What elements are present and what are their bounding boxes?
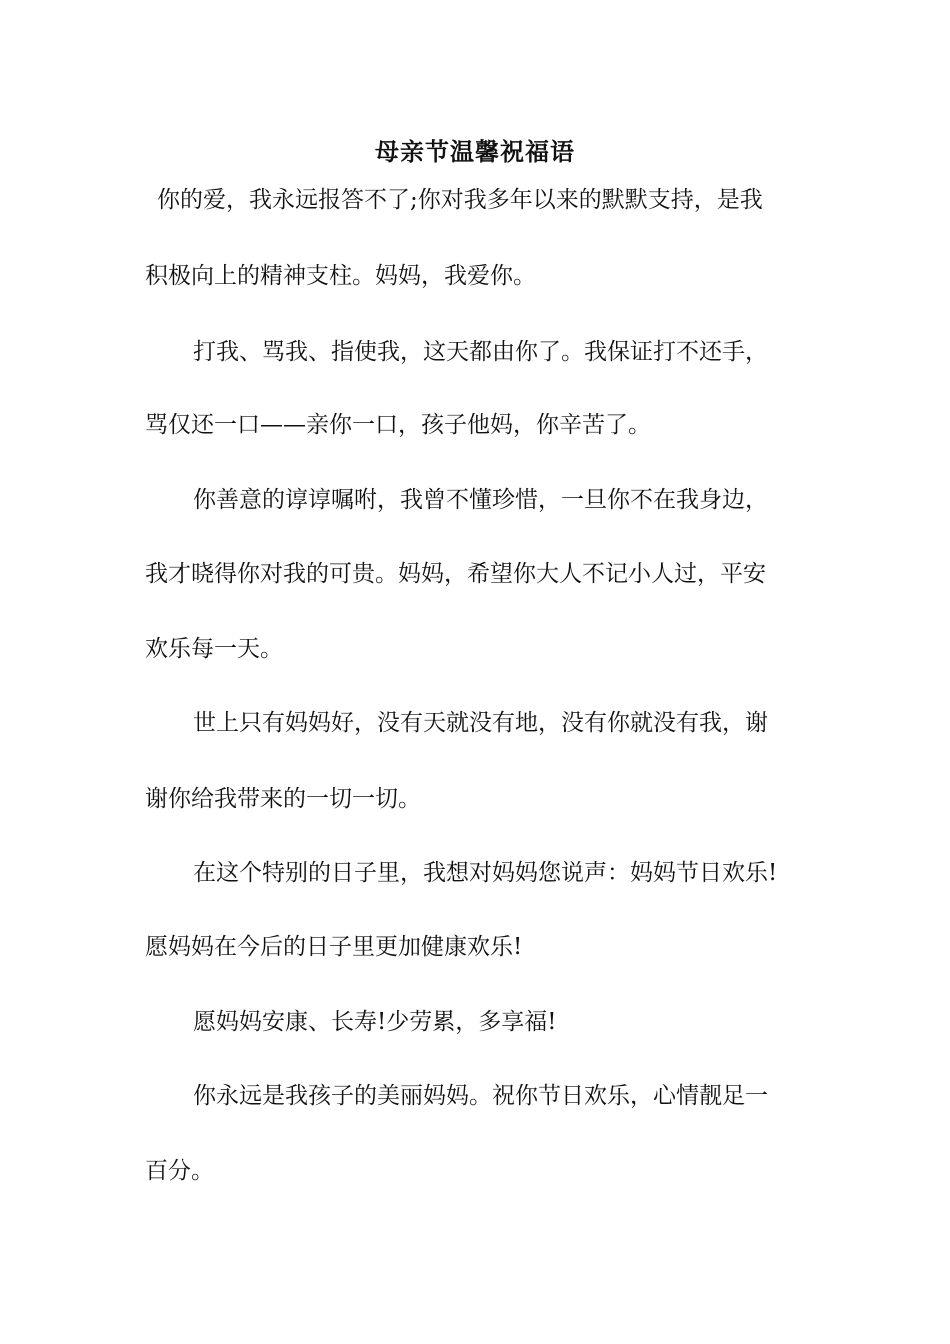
paragraph-line: 我才晓得你对我的可贵。妈妈，希望你大人不记小人过，平安 (145, 561, 766, 587)
paragraph-line: 在这个特别的日子里，我想对妈妈您说声：妈妈节日欢乐! (193, 860, 778, 886)
paragraph-line: 骂仅还一口——亲你一口，孩子他妈，你辛苦了。 (145, 412, 651, 438)
paragraph-line: 愿妈妈安康、长寿!少劳累，多享福! (193, 1009, 557, 1035)
paragraph-line: 积极向上的精神支柱。妈妈，我爱你。 (145, 263, 536, 289)
paragraph-line: 打我、骂我、指使我，这天都由你了。我保证打不还手， (193, 339, 768, 365)
document-title: 母亲节温馨祝福语 (375, 137, 575, 166)
paragraph-line: 你永远是我孩子的美丽妈妈。祝你节日欢乐，心情靓足一 (193, 1083, 768, 1109)
paragraph-line: 你善意的谆谆嘱咐，我曾不懂珍惜，一旦你不在我身边， (193, 487, 768, 513)
paragraph-line: 百分。 (145, 1158, 214, 1184)
paragraph-line: 谢你给我带来的一切一切。 (145, 786, 421, 812)
paragraph-line: 欢乐每一天。 (145, 636, 283, 662)
paragraph-line: 愿妈妈在今后的日子里更加健康欢乐! (145, 934, 523, 960)
paragraph-line: 世上只有妈妈好，没有天就没有地，没有你就没有我，谢 (193, 710, 768, 736)
paragraph-line: 你的爱，我永远报答不了;你对我多年以来的默默支持，是我 (157, 187, 763, 213)
